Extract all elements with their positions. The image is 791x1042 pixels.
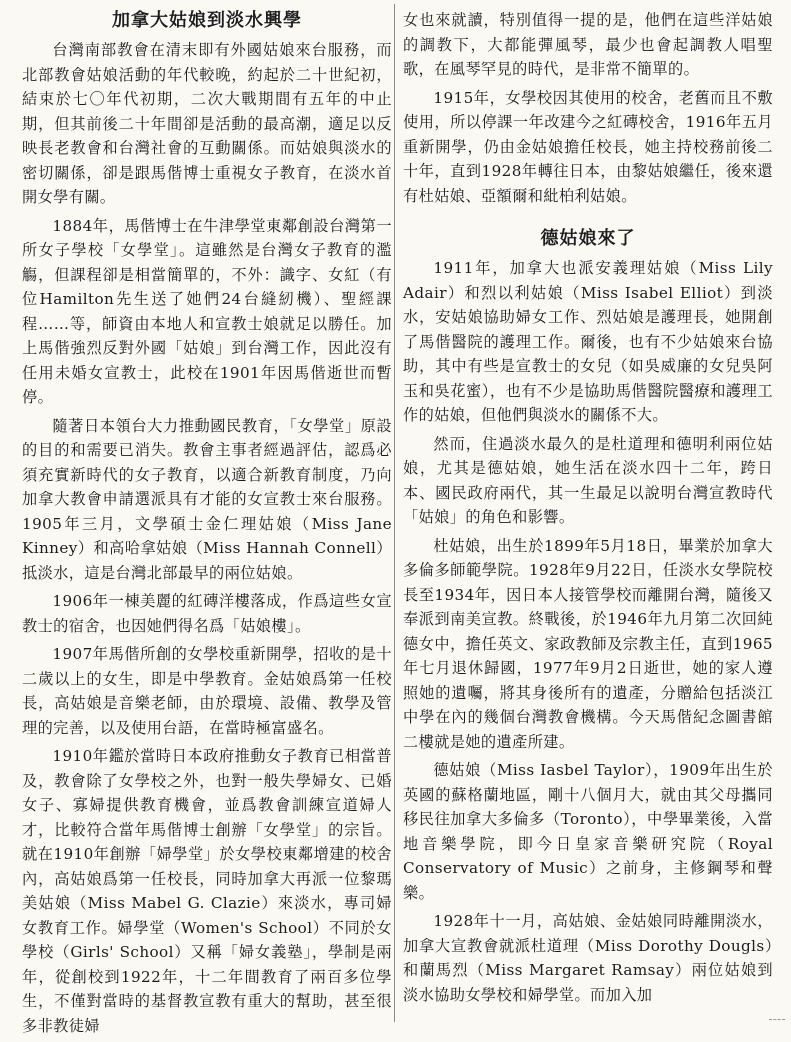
page-edge-mark: [769, 1019, 785, 1022]
paragraph: 1915年，女學校因其使用的校舍，老舊而且不敷使用，所以停課一年改建今之紅磚校舍，1916年五月重新開學，仍由金姑娘擔任校長，她主持校務前後二十年，直到1928年轉往日本，由黎姑娘繼任，後來還有杜姑娘、亞額爾和紕柏利姑娘。: [403, 88, 773, 205]
paragraph: 1928年十一月，高姑娘、金姑娘同時離開淡水，加拿大宣教會就派杜道理（Miss Dorothy Dougls）和蘭馬烈（Miss Margaret Ramsay）兩位姑娘到淡水協助女學校和婦學堂。而加入加: [403, 912, 773, 1004]
paragraph: 1910年鑑於當時日本政府推動女子教育已相當普及，教會除了女學校之外，也對一般失學婦女、已婚女子、寡婦提供教育機會，並爲教會訓練宣道婦人才，比較符合當年馬偕博士創辦「女學堂」的宗旨。就在1910年創辦「婦學堂」於女學校東鄰增建的校舍內，高姑娘爲第一任校長，同時加拿大再派一位黎瑪美姑娘（Miss Mabel G. Clazie）來淡水，專司婦女教育工作。婦學堂（Women's School）不同於女學校（Girls' School）又稱「婦女義塾」，學制是兩年，從創校到1922年，十二年間教育了兩百多位學生，不僅對當時的基督教宣教有重大的幫助，甚至很多非教徒婦: [22, 747, 392, 1035]
paragraph: 然而，住過淡水最久的是杜道理和德明利兩位姑娘，尤其是德姑娘，她生活在淡水四十二年，跨日本、國民政府兩代，其一生最足以說明台灣宣教時代「姑娘」的角色和影響。: [403, 434, 773, 526]
section-title: 德姑娘來了: [540, 228, 636, 249]
paragraph: 德姑娘（Miss Iasbel Taylor），1909年出生於英國的蘇格蘭地區，剛十八個月大，就由其父母攜同移民往加拿大多倫多（Toronto），中學畢業後，入當地音樂學院，即今日皇家音樂研究院（Royal Conservatory of Music）之前身，主修鋼琴和聲樂。: [403, 761, 773, 902]
paragraph: 隨著日本領台大力推動國民教育，「女學堂」原設的目的和需要已消失。教會主事者經過評估，認爲必須充實新時代的女子教育，以適合新教育制度，乃向加拿大教會申請選派具有才能的女宣教士來台服務。1905年三月，文學碩士金仁理姑娘（Miss Jane Kinney）和高哈拿姑娘（Miss Hannah Connell）抵淡水，這是台灣北部最早的兩位姑娘。: [22, 416, 392, 582]
paragraph: 杜姑娘，出生於1899年5月18日，畢業於加拿大多倫多師範學院。1928年9月22日，任淡水女學院校長至1934年，因日本人接管學校而離開台灣，隨後又奉派到南美宣教。終戰後，於1946年九月第二次回純德女中，擔任英文、家政教師及宗教主任，直到1965年七月退休歸國，1977年9月2日逝世，她的家人遵照她的遺囑，將其身後所有的遺產，分贈給包括淡江中學在內的幾個台灣教會機構。今天馬偕紀念圖書館二樓就是她的遺產所建。: [403, 536, 773, 751]
paragraph: 台灣南部教會在清末即有外國姑娘來台服務，而北部教會姑娘活動的年代較晚，約起於二十世紀初，結束於七〇年代初期，二次大戰期間有五年的中止期，但其前後二十年間卻是活動的最高潮，適足以反映長老教會和台灣社會的互動關係。而姑娘與淡水的密切關係，卻是跟馬偕博士重視女子教育，在淡水首開女學有關。: [22, 41, 392, 206]
left-column: [22, 8, 392, 1042]
paragraph: 1906年一棟美麗的紅磚洋樓落成，作爲這些女宣教士的宿舍，也因她們得名爲「姑娘樓」。: [22, 592, 392, 635]
paragraph: 1884年，馬偕博士在牛津學堂東鄰創設台灣第一所女子學校「女學堂」。這雖然是台灣女子教育的濫觴，但課程卻是相當簡單的，不外：識字、女紅（有位Hamilton先生送了她們24台縫紉機）、聖經課程……等，師資由本地人和宣教士娘就足以勝任。加上馬偕強烈反對外國「姑娘」到台灣工作，因此沒有任用未婚女宣教士，此校在1901年因馬偕逝世而暫停。: [22, 216, 392, 406]
paragraph: 1911年，加拿大也派安義理姑娘（Miss Lily Adair）和烈以利姑娘（Miss Isabel Elliot）到淡水，安姑娘協助婦女工作、烈姑娘是護理長，她開創了馬偕醫院的護理工作。爾後，也有不少姑娘來台協助，其中有些是宣教士的女兒（如吳威廉的女兒吳阿玉和吳花蜜），也有不少是協助馬偕醫院醫療和護理工作的姑娘，但他們與淡水的關係不大。: [403, 259, 773, 424]
column-divider: [394, 4, 395, 1022]
article-title: 加拿大姑娘到淡水興學: [112, 10, 302, 31]
paragraph: 1907年馬偕所創的女學校重新開學，招收的是十二歲以上的女生，即是中學教育。金姑娘爲第一任校長，高姑娘是音樂老師，由於環境、設備、教學及管理的完善，以及使用台語，在當時極富盛名。: [22, 645, 392, 737]
continued-paragraph: 女也來就讀，特別值得一提的是，他們在這些洋姑娘的調教下，大都能彈風琴，最少也會起調教人唱聖歌，在風琴罕見的時代，是非常不簡單的。: [403, 11, 773, 78]
right-column: [403, 8, 773, 1011]
